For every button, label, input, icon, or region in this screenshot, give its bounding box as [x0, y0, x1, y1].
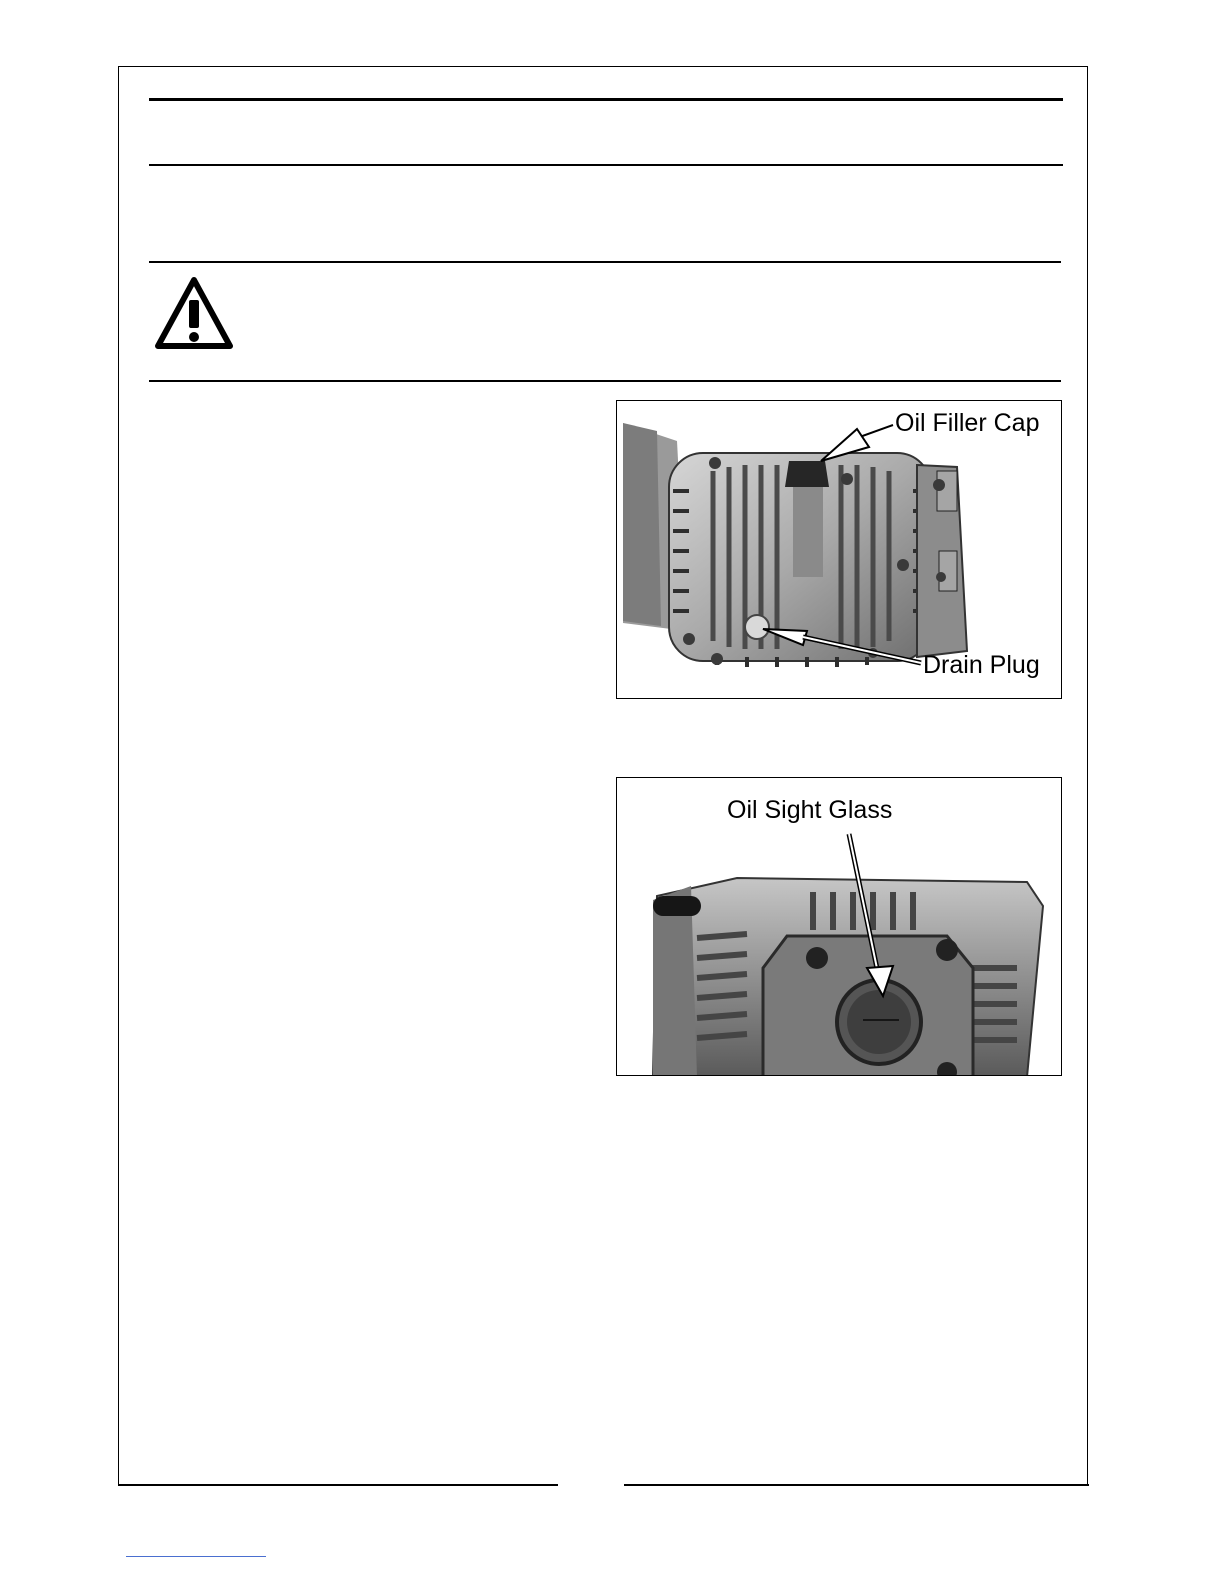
footer-rule-right	[624, 1484, 1089, 1486]
oil-filler-cap-label: Oil Filler Cap	[895, 409, 1040, 437]
header-rule-bottom	[149, 164, 1063, 166]
footer-link-underline	[126, 1556, 266, 1557]
warning-triangle-icon	[154, 276, 234, 350]
page-frame	[118, 66, 1088, 1485]
header-rule-top	[149, 98, 1063, 101]
oil-sight-glass-label: Oil Sight Glass	[727, 796, 893, 824]
warning-rule-top	[149, 261, 1061, 263]
pump-sight-glass-photo	[616, 777, 1062, 1076]
warning-rule-bottom	[149, 380, 1061, 382]
footer-rule-left	[118, 1484, 558, 1486]
pump-crankcase-photo	[616, 400, 1062, 699]
drain-plug-label: Drain Plug	[923, 651, 1040, 679]
